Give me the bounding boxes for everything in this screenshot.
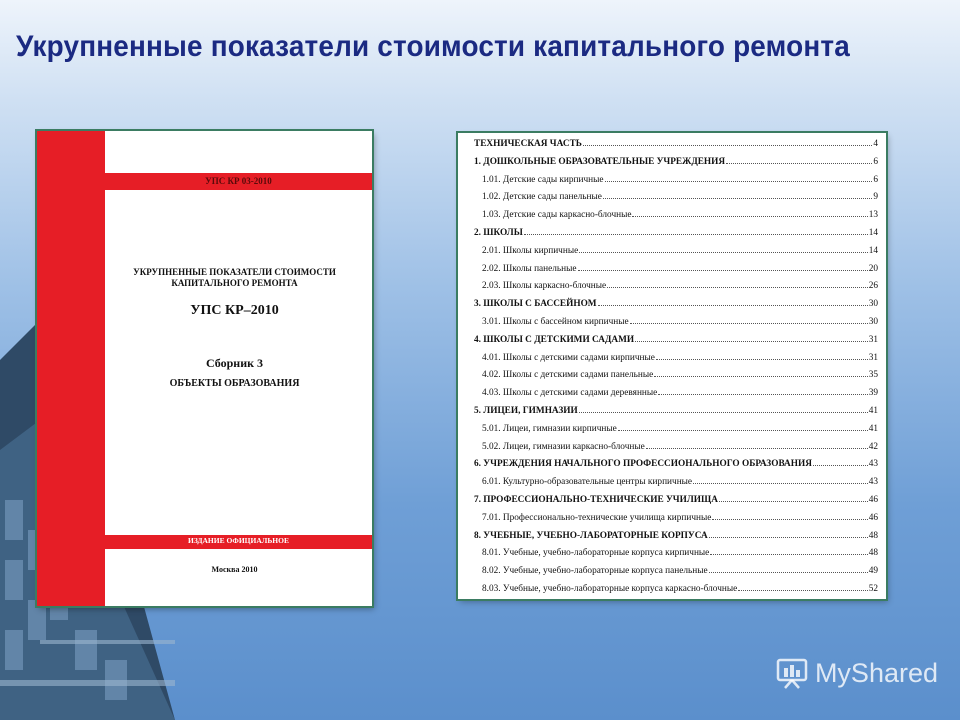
watermark-logo bbox=[775, 656, 938, 690]
toc-entry-title: 3.01. Школы с бассейном кирпичные bbox=[482, 317, 629, 327]
toc-entry-title: 4. ШКОЛЫ С ДЕТСКИМИ САДАМИ bbox=[474, 334, 635, 345]
toc-entry-title: 7. ПРОФЕССИОНАЛЬНО-ТЕХНИЧЕСКИЕ УЧИЛИЩА bbox=[474, 495, 718, 505]
book-cover bbox=[37, 131, 372, 606]
toc-entry-title: 4.03. Школы с детскими садами деревянные bbox=[482, 388, 658, 399]
toc-leader-dots bbox=[712, 519, 867, 520]
cover-subject: ОБЪЕКТЫ ОБРАЗОВАНИЯ bbox=[169, 378, 300, 389]
toc-page-number: 31 bbox=[868, 334, 878, 345]
toc-page-number: 41 bbox=[868, 423, 878, 434]
cover-city-year: Москва 2010 bbox=[211, 565, 258, 574]
toc-row bbox=[482, 366, 878, 380]
toc-row bbox=[474, 402, 878, 416]
toc-row bbox=[482, 509, 878, 523]
toc-page-number: 6 bbox=[873, 174, 878, 185]
cover-top-band-text: УПС КР 03-2010 bbox=[205, 176, 272, 186]
toc-row bbox=[482, 544, 878, 558]
toc-entry-title: ТЕХНИЧЕСКАЯ ЧАСТЬ bbox=[474, 139, 582, 149]
toc-row bbox=[482, 580, 878, 594]
toc-row bbox=[482, 313, 878, 327]
toc-leader-dots bbox=[656, 359, 868, 360]
toc-page-number: 48 bbox=[868, 548, 878, 559]
toc-entry-title: 1. ДОШКОЛЬНЫЕ ОБРАЗОВАТЕЛЬНЫЕ УЧРЕЖДЕНИЯ bbox=[474, 156, 726, 167]
toc-entry-title: 6. УЧРЕЖДЕНИЯ НАЧАЛЬНОГО ПРОФЕССИОНАЛЬНОГО ОБРАЗОВАНИЯ bbox=[474, 459, 812, 470]
toc-row bbox=[482, 277, 878, 291]
toc-leader-dots bbox=[578, 270, 868, 271]
toc-leader-dots bbox=[709, 537, 868, 538]
toc-entry-title: 1.01. Детские сады кирпичные bbox=[482, 174, 604, 185]
toc-page-number: 30 bbox=[868, 299, 878, 310]
cover-bottom-band-text: ИЗДАНИЕ ОФИЦИАЛЬНОЕ bbox=[188, 536, 289, 545]
toc-page-number: 43 bbox=[868, 477, 878, 488]
toc-entry-title: 3. ШКОЛЫ С БАССЕЙНОМ bbox=[474, 299, 597, 310]
toc-leader-dots bbox=[598, 305, 868, 306]
cover-heading-line1: УКРУПНЕННЫЕ ПОКАЗАТЕЛИ СТОИМОСТИ bbox=[133, 267, 336, 277]
toc-entry-title: 8. УЧЕБНЫЕ, УЧЕБНО-ЛАБОРАТОРНЫЕ КОРПУСА bbox=[474, 530, 708, 541]
toc-leader-dots bbox=[583, 145, 872, 146]
toc-page-number: 49 bbox=[868, 566, 878, 577]
toc-entry-title: 7.01. Профессионально-технические училища кирпичные bbox=[482, 512, 712, 523]
toc-leader-dots bbox=[646, 448, 868, 449]
toc-page-number: 14 bbox=[868, 245, 878, 256]
toc-page-number: 9 bbox=[873, 192, 878, 203]
toc-leader-dots bbox=[579, 252, 868, 253]
toc-leader-dots bbox=[658, 394, 867, 395]
toc-leader-dots bbox=[726, 163, 872, 164]
toc-page-number: 30 bbox=[868, 317, 878, 327]
toc-row bbox=[482, 473, 878, 487]
toc-leader-dots bbox=[618, 430, 868, 431]
toc-row bbox=[474, 224, 878, 238]
table-of-contents bbox=[458, 133, 886, 599]
toc-entry-title: 5.01. Лицеи, гимназии кирпичные bbox=[482, 423, 617, 434]
cover-heading-line2: КАПИТАЛЬНОГО РЕМОНТА bbox=[171, 278, 298, 288]
toc-page-number: 4 bbox=[873, 139, 878, 149]
toc-page-number: 35 bbox=[868, 370, 878, 381]
toc-row bbox=[482, 349, 878, 363]
toc-page-number: 14 bbox=[868, 228, 878, 238]
toc-page-number: 46 bbox=[868, 495, 878, 505]
toc-page-number: 6 bbox=[873, 156, 878, 167]
toc-leader-dots bbox=[603, 198, 873, 199]
toc-row bbox=[482, 384, 878, 398]
toc-row bbox=[482, 242, 878, 256]
toc-entry-title: 1.03. Детские сады каркасно-блочные bbox=[482, 210, 632, 221]
toc-page-number: 42 bbox=[868, 441, 878, 452]
toc-leader-dots bbox=[632, 216, 867, 217]
toc-entry-title: 8.01. Учебные, учебно-лабораторные корпуса кирпичные bbox=[482, 548, 710, 559]
toc-leader-dots bbox=[605, 181, 873, 182]
toc-leader-dots bbox=[524, 234, 868, 235]
toc-row bbox=[482, 420, 878, 434]
toc-entry-title: 2.02. Школы панельные bbox=[482, 263, 577, 274]
toc-page-number: 20 bbox=[868, 263, 878, 274]
toc-entry-title: 2.03. Школы каркасно-блочные bbox=[482, 281, 607, 292]
toc-row bbox=[482, 171, 878, 185]
toc-page-number: 31 bbox=[868, 352, 878, 363]
toc-entry-title: 6.01. Культурно-образовательные центры кирпичные bbox=[482, 477, 693, 488]
toc-entry-title: 2.01. Школы кирпичные bbox=[482, 245, 579, 256]
toc-leader-dots bbox=[654, 376, 868, 377]
toc-leader-dots bbox=[630, 323, 868, 324]
presentation-icon bbox=[775, 656, 809, 690]
toc-leader-dots bbox=[709, 572, 868, 573]
toc-leader-dots bbox=[813, 465, 868, 466]
toc-page-number: 43 bbox=[868, 459, 878, 470]
toc-entry-title: 8.02. Учебные, учебно-лабораторные корпуса панельные bbox=[482, 566, 708, 577]
toc-row bbox=[482, 206, 878, 220]
toc-leader-dots bbox=[579, 412, 868, 413]
toc-leader-dots bbox=[635, 341, 868, 342]
toc-leader-dots bbox=[693, 483, 868, 484]
toc-entry-title: 5.02. Лицеи, гимназии каркасно-блочные bbox=[482, 441, 645, 452]
toc-page-number: 13 bbox=[868, 210, 878, 221]
toc-row bbox=[482, 260, 878, 274]
toc-row bbox=[474, 153, 878, 167]
toc-entry-title: 4.01. Школы с детскими садами кирпичные bbox=[482, 352, 655, 363]
toc-page-number: 52 bbox=[868, 584, 878, 594]
toc-row bbox=[482, 562, 878, 576]
toc-row bbox=[474, 295, 878, 309]
toc-page-number: 41 bbox=[868, 406, 878, 416]
watermark-text: MyShared bbox=[814, 657, 938, 688]
cover-code: УПС КР–2010 bbox=[190, 303, 279, 318]
toc-row bbox=[474, 135, 878, 149]
slide-title: Укрупненные показатели стоимости капитального ремонта bbox=[16, 30, 850, 63]
toc-leader-dots bbox=[710, 554, 867, 555]
toc-entry-title: 8.03. Учебные, учебно-лабораторные корпуса каркасно-блочные bbox=[482, 584, 738, 594]
toc-row bbox=[482, 438, 878, 452]
toc-page-number: 46 bbox=[868, 512, 878, 523]
toc-row bbox=[482, 188, 878, 202]
toc-page-number: 26 bbox=[868, 281, 878, 292]
toc-entry-title: 5. ЛИЦЕИ, ГИМНАЗИИ bbox=[474, 406, 578, 416]
toc-leader-dots bbox=[719, 501, 868, 502]
cover-volume: Сборник 3 bbox=[205, 356, 264, 370]
toc-leader-dots bbox=[738, 590, 867, 591]
toc-row bbox=[474, 527, 878, 541]
toc-entry-title: 1.02. Детские сады панельные bbox=[482, 192, 602, 203]
toc-page-number: 48 bbox=[868, 530, 878, 541]
toc-entry-title: 2. ШКОЛЫ bbox=[474, 228, 523, 238]
toc-row bbox=[474, 331, 878, 345]
toc-row bbox=[474, 455, 878, 469]
toc-entry-title: 4.02. Школы с детскими садами панельные bbox=[482, 370, 654, 381]
toc-leader-dots bbox=[607, 287, 868, 288]
toc-row bbox=[474, 491, 878, 505]
toc-page-number: 39 bbox=[868, 388, 878, 399]
